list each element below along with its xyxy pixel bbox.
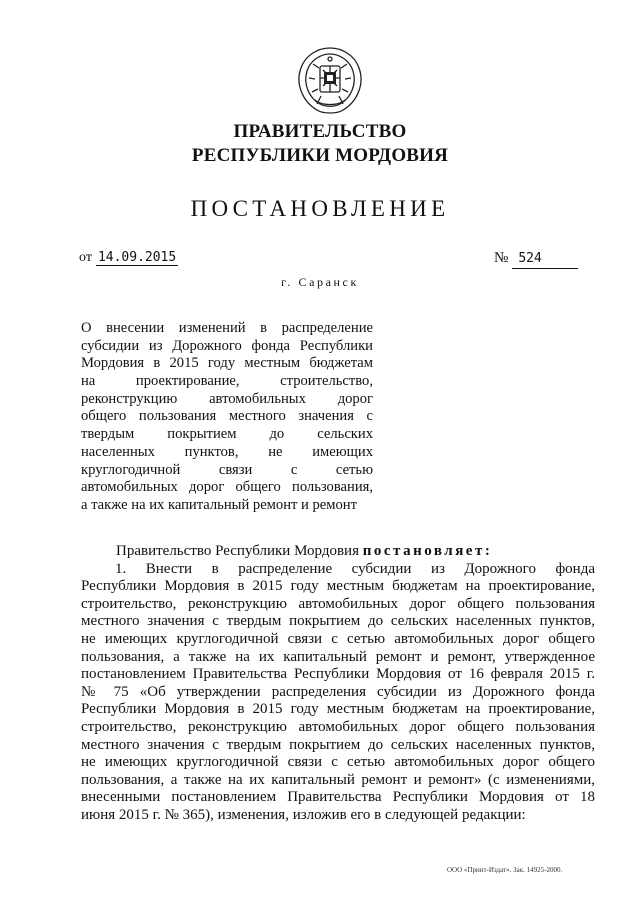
printer-footer: ООО «Принт-Издат». Зак. 14925-2000. [447, 866, 563, 874]
document-date [79, 249, 178, 267]
document-subject [81, 320, 373, 515]
body-line: пользования, а также на их капитальный ремонт и ремонт, утвержденное [81, 648, 595, 665]
subject-line: на проектирование, строительство, [81, 373, 373, 390]
date-prefix: от [79, 250, 92, 265]
subject-line: а также на их капитальный ремонт и ремонт [81, 496, 357, 513]
number-prefix: № [494, 250, 509, 266]
subject-line: твердым покрытием до сельских [81, 426, 373, 443]
body-line: № 75 «Об утверждении распределения субсидии из Дорожного фонда [81, 683, 595, 700]
subject-line: О внесении изменений в распределение [81, 320, 373, 336]
city: г. Саранск [281, 275, 359, 289]
body-line: местного значения с твердым покрытием до сельских населенных пунктов, [81, 736, 595, 753]
body-line: внесенными постановлением Правительства Республики Мордовия от 18 [81, 789, 595, 806]
body-line: строительство, реконструкцию автомобильных дорог общего пользования [81, 595, 595, 612]
intro-text: Правительство Республики Мордовия [116, 543, 359, 559]
body-line: строительство, реконструкцию автомобильных дорог общего пользования [81, 718, 595, 735]
body-line: постановлением Правительства Республики Мордовия от 16 февраля 2015 г. [81, 666, 595, 683]
intro-decree-word: постановляет: [362, 543, 493, 559]
subject-line: автомобильных дорог общего пользования, [81, 479, 373, 496]
body-line: не имеющих круглогодичной связи с сетью автомобильных дорог общего [81, 630, 595, 647]
organization-title-line1: ПРАВИТЕЛЬСТВО [233, 121, 407, 142]
subject-line: реконструкцию автомобильных дорог [81, 390, 373, 407]
body-line: 1. Внести в распределение субсидии из Дорожного фонда [115, 560, 595, 577]
organization-title-line2: РЕСПУБЛИКИ МОРДОВИЯ [191, 145, 449, 166]
body-line: июня 2015 г. № 365), изменения, изложив его в следующей редакции: [81, 806, 526, 823]
body-line: не имеющих круглогодичной связи с сетью автомобильных дорог общего [81, 754, 595, 771]
subject-line: населенных пунктов, не имеющих [81, 443, 373, 460]
document-number [494, 249, 578, 269]
body-line: Республики Мордовия в 2015 году местным бюджетам на проектирование, [81, 578, 595, 595]
subject-line: общего пользования местного значения с [81, 408, 373, 425]
subject-line: круглогодичной связи с сетью [81, 461, 373, 478]
coat-of-arms-icon [293, 44, 367, 118]
document-body [81, 543, 595, 825]
body-line: местного значения с твердым покрытием до сельских населенных пунктов, [81, 613, 595, 630]
date-value: 14.09.2015 [97, 250, 177, 265]
body-line: Республики Мордовия в 2015 году местным бюджетам на проектирование, [81, 701, 595, 718]
subject-line: Мордовия в 2015 году местным бюджетам [81, 355, 373, 372]
body-line: пользования, а также на их капитальный ремонт и ремонт» (с изменениями, [81, 771, 595, 788]
document-type: ПОСТАНОВЛЕНИЕ [190, 196, 450, 221]
subject-line: субсидии из Дорожного фонда Республики [81, 337, 373, 354]
number-value: 524 [512, 250, 578, 269]
body-intro [81, 543, 595, 561]
